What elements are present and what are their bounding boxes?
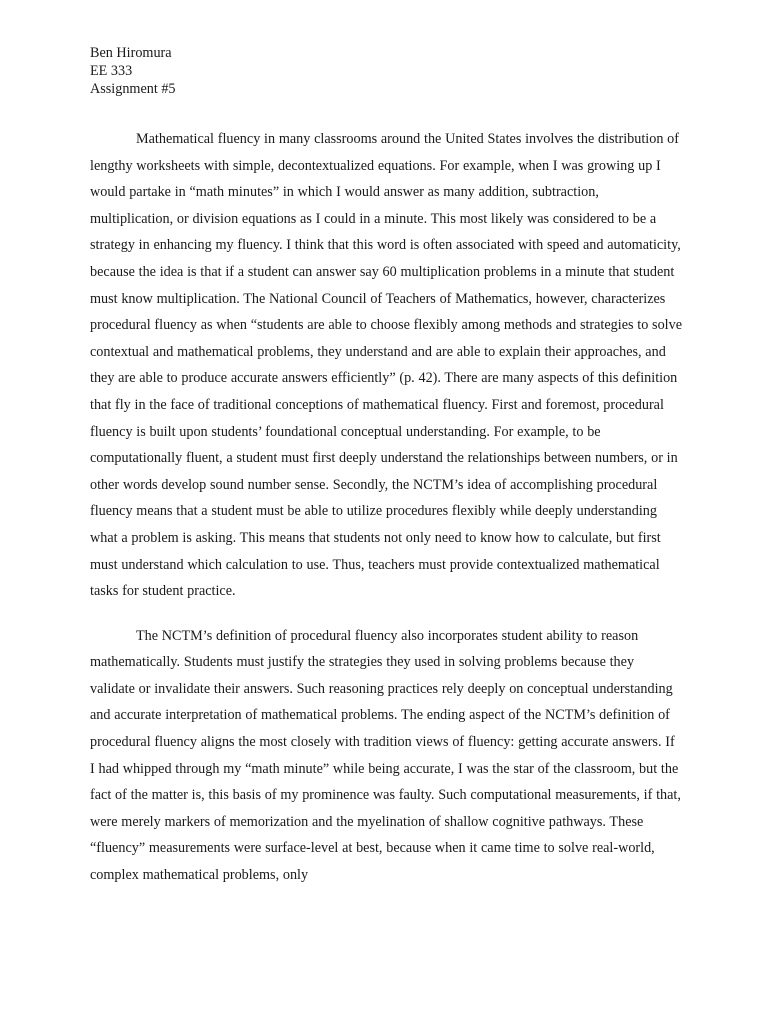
paragraph: The NCTM’s definition of procedural fluency also incorporates student ability to reason mathematically. Students must justify the strategies they used in solving problems because they validate or invalidate their answers. Such reasoning practices rely deeply on conceptual understanding and accurate interpretation of mathematical problems. The ending aspect of the NCTM’s definition of procedural fluency aligns the most closely with tradition views of fluency: getting accurate answers. If I had whipped through my “math minute” while being accurate, I was the star of the classroom, but the fact of the matter is, this basis of my prominence was faulty. Such computational measurements, if that, were merely markers of memorization and the myelination of shallow cognitive pathways. These “fluency” measurements were surface-level at best, because when it came time to solve real-world, complex mathematical problems, only (90, 627, 681, 884)
document-page (90, 44, 682, 889)
course-code: EE 333 (90, 63, 133, 79)
author-name: Ben Hiromura (90, 45, 172, 61)
assignment-title: Assignment #5 (90, 81, 176, 97)
paragraph: Mathematical fluency in many classrooms around the United States involves the distribution of lengthy worksheets with simple, decontextualized equations. For example, when I was growing up I would partake in “math minutes” in which I would answer as many addition, subtraction, multiplication, or division equations as I could in a minute. This most likely was considered to be a strategy in enhancing my fluency. I think that this word is often associated with speed and automaticity, because the idea is that if a student can answer say 60 multiplication problems in a minute that student must know multiplication. The National Council of Teachers of Mathematics, however, characterizes procedural fluency as when “students are able to choose flexibly among methods and strategies to solve contextual and mathematical problems, they understand and are able to explain their approaches, and they are able to produce accurate answers efficiently” (p. 42). There are many aspects of this definition that fly in the face of traditional conceptions of mathematical fluency. First and foremost, procedural fluency is built upon students’ foundational conceptual understanding. For example, to be computationally fluent, a student must first deeply understand the relationships between numbers, or in other words develop sound number sense. Secondly, the NCTM’s idea of accomplishing procedural fluency means that a student must be able to utilize procedures flexibly while deeply understanding what a problem is asking. This means that students not only need to know how to calculate, but first must understand which calculation to use. Thus, teachers must provide contextualized mathematical tasks for student practice. (90, 131, 682, 600)
document-header (90, 44, 682, 98)
document-body (90, 126, 682, 889)
